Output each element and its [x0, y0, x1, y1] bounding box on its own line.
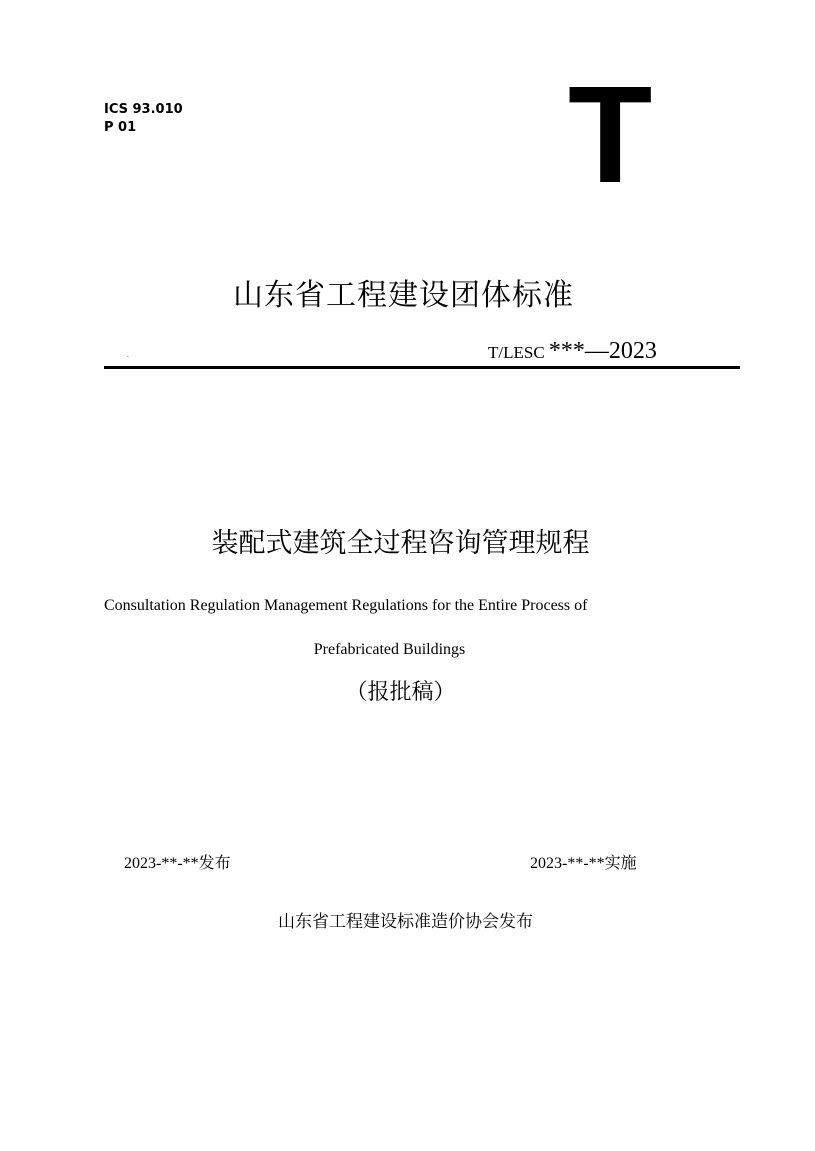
document-title-english-line2-text: Prefabricated Buildings: [313, 641, 466, 658]
draft-status-text: （报批稿）: [345, 680, 456, 705]
standard-number-suffix: ***—2023: [548, 338, 657, 364]
publish-date-value: 2023-**-**: [124, 855, 199, 872]
publisher: [0, 910, 815, 934]
classification-code: P 01: [104, 120, 137, 135]
document-title-english-line1: Consultation Regulation Management Regulations for the Entire Process of: [104, 597, 588, 614]
effective-date-value: 2023-**-**: [530, 855, 605, 872]
organization-title-text: 山东省工程建设团体标准: [233, 278, 574, 313]
publisher-text: 山东省工程建设标准造价协会发布: [278, 912, 533, 932]
document-title-chinese-text: 装配式建筑全过程咨询管理规程: [211, 528, 590, 559]
publish-date: [124, 852, 231, 875]
standard-number-prefix: T/LESC: [488, 343, 549, 362]
document-title-english-line2: [0, 640, 815, 660]
publish-date-label: 发布: [198, 853, 231, 872]
standard-type-letter: T: [568, 58, 653, 212]
ics-code: ICS 93.010: [104, 102, 183, 117]
document-title-chinese: [0, 524, 815, 564]
organization-title: [0, 276, 815, 316]
draft-status: [0, 676, 815, 710]
effective-date-label: 实施: [604, 853, 637, 872]
header-rule: [104, 366, 740, 369]
standard-number: [488, 336, 657, 368]
effective-date: [530, 852, 637, 875]
ics-block: [104, 101, 183, 137]
decorative-dot: .: [127, 352, 129, 359]
